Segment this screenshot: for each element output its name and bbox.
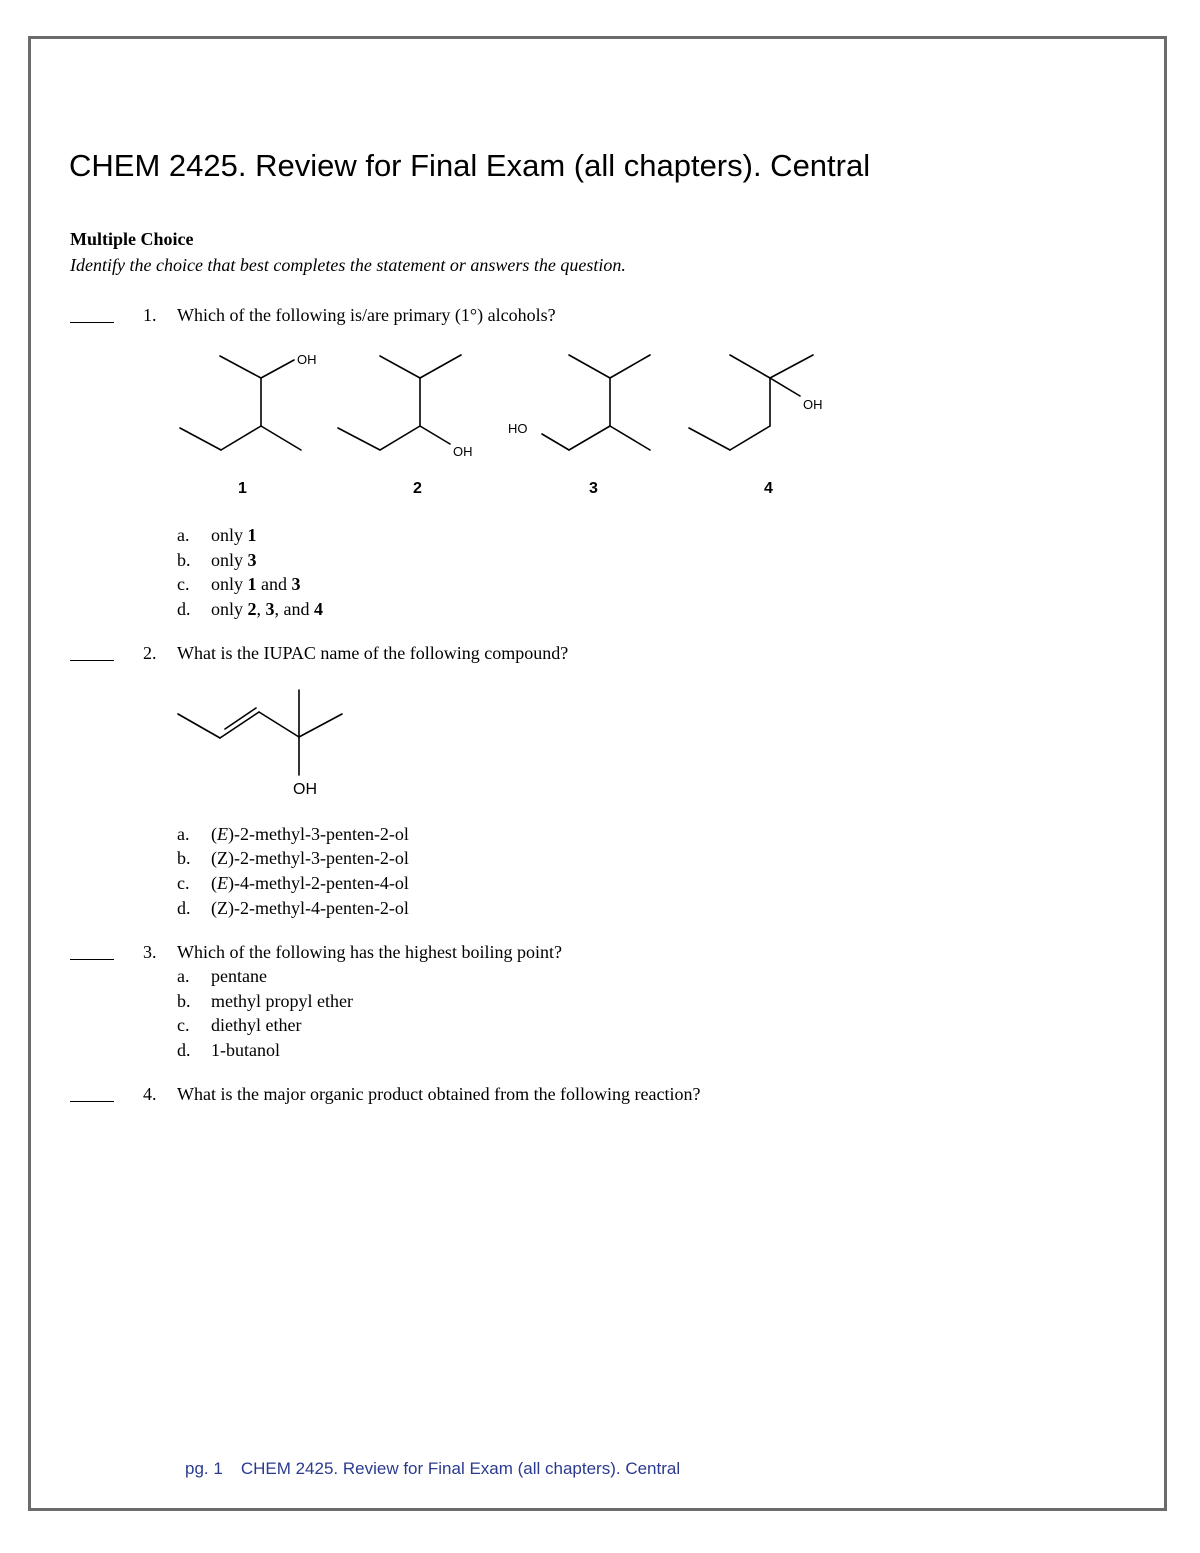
q2-option-b-letter: b. [177, 848, 191, 868]
q3-option-b-letter: b. [177, 991, 191, 1011]
q2-option-a-letter: a. [177, 824, 190, 844]
question-number-1: 1. [143, 305, 157, 325]
question-text-4: What is the major organic product obtained from the following reaction? [177, 1084, 701, 1104]
question-text-2: What is the IUPAC name of the following compound? [177, 643, 569, 663]
oh-group-4: OH [803, 397, 823, 412]
question-number-2: 2. [143, 643, 157, 663]
q1-option-a-letter: a. [177, 525, 190, 545]
structure-3 [542, 355, 650, 450]
structure-label-4: 4 [764, 480, 773, 497]
oh-group: OH [293, 781, 317, 798]
alkenol-structure [170, 682, 370, 802]
footer-page-number: pg. 1 [185, 1459, 223, 1478]
structure-label-1: 1 [238, 480, 247, 497]
question-number-4: 4. [143, 1084, 157, 1104]
footer-title: CHEM 2425. Review for Final Exam (all chapters). Central [240, 1459, 681, 1478]
q1-option-b[interactable]: only 3 [211, 550, 257, 570]
q1-option-c-letter: c. [177, 574, 190, 594]
q1-option-a[interactable]: only 1 [211, 525, 257, 545]
q3-option-b[interactable]: methyl propyl ether [211, 991, 353, 1011]
q3-option-a-letter: a. [177, 966, 190, 986]
answer-blank-q1[interactable] [70, 322, 114, 323]
q1-option-d-letter: d. [177, 599, 191, 619]
answer-blank-q2[interactable] [70, 660, 114, 661]
q1-option-d[interactable]: only 2, 3, and 4 [211, 599, 324, 619]
structure-4 [689, 355, 813, 450]
answer-blank-q3[interactable] [70, 959, 114, 960]
q3-option-a[interactable]: pentane [211, 966, 267, 986]
q2-option-d-letter: d. [177, 898, 191, 918]
q2-option-a[interactable]: (E)-2-methyl-3-penten-2-ol [211, 824, 409, 844]
oh-group-1: OH [297, 352, 317, 367]
ho-group-3: HO [508, 421, 528, 436]
question-text-3: Which of the following has the highest boiling point? [177, 942, 562, 962]
q3-option-c[interactable]: diethyl ether [211, 1015, 302, 1035]
page-footer [185, 1459, 698, 1479]
q3-option-d[interactable]: 1-butanol [211, 1040, 280, 1060]
instructions-text: Identify the choice that best completes the statement or answers the question. [70, 255, 626, 275]
page-title: CHEM 2425. Review for Final Exam (all chapters). Central [69, 148, 871, 183]
structure-label-2: 2 [413, 480, 422, 497]
q2-option-b[interactable]: (Z)-2-methyl-3-penten-2-ol [211, 848, 409, 868]
structure-1 [180, 356, 301, 450]
q2-option-c-letter: c. [177, 873, 190, 893]
q2-option-d[interactable]: (Z)-2-methyl-4-penten-2-ol [211, 898, 409, 918]
q2-option-c[interactable]: (E)-4-methyl-2-penten-4-ol [211, 873, 409, 893]
question-number-3: 3. [143, 942, 157, 962]
q3-option-d-letter: d. [177, 1040, 191, 1060]
structure-label-3: 3 [589, 480, 598, 497]
section-heading: Multiple Choice [70, 229, 194, 249]
q1-option-b-letter: b. [177, 550, 191, 570]
oh-group-2: OH [453, 444, 473, 459]
q3-option-c-letter: c. [177, 1015, 190, 1035]
answer-blank-q4[interactable] [70, 1101, 114, 1102]
alcohol-structures-figure [170, 340, 850, 510]
q1-option-c[interactable]: only 1 and 3 [211, 574, 301, 594]
question-text-1: Which of the following is/are primary (1°) alcohols? [177, 305, 556, 325]
structure-2 [338, 355, 461, 450]
